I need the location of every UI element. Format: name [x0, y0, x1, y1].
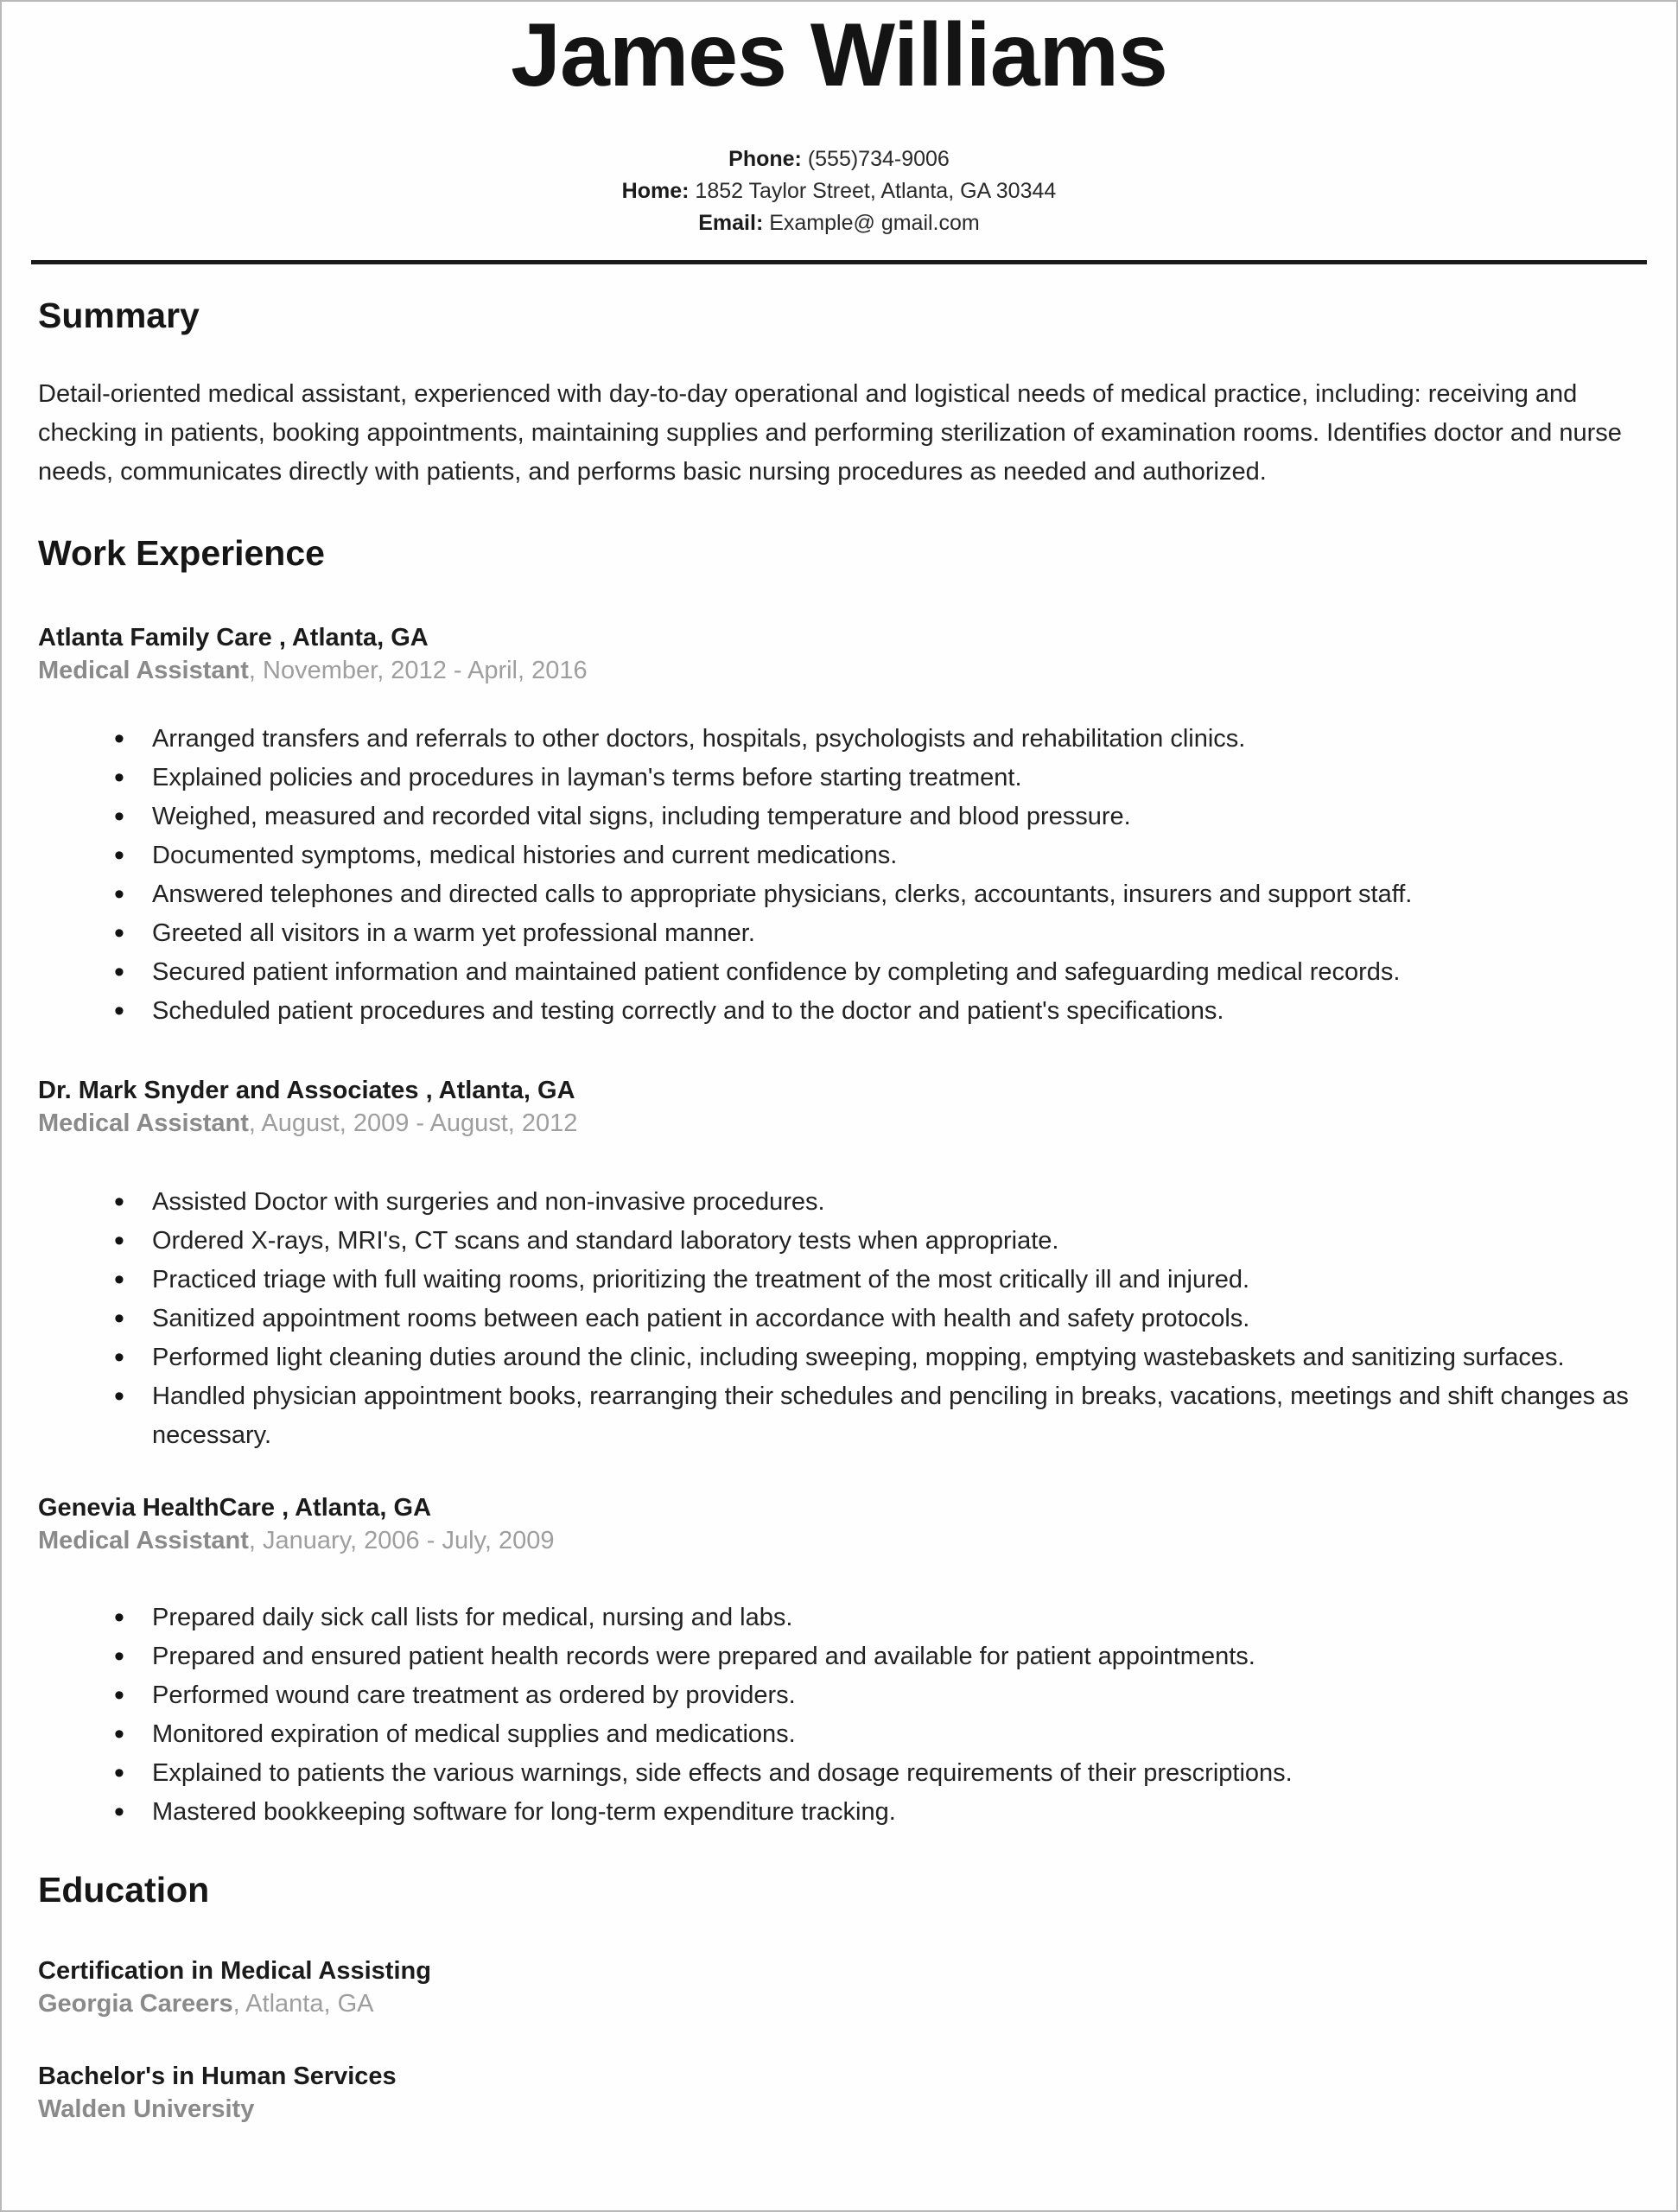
- bullet-item: • Prepared and ensured patient health records were prepared and available for patient appointments.: [114, 1637, 1640, 1676]
- phone-value: (555)734-9006: [801, 147, 950, 171]
- resume-body: [2, 296, 1676, 2126]
- bullet-item: • Greeted all visitors in a warm yet professional manner.: [114, 914, 1640, 953]
- job-entry-dr-mark-snyder: [38, 1074, 1640, 1455]
- summary-text: Detail-oriented medical assistant, experienced with day-to-day operational and logistical needs of medical practice, including: receiving and checking in patients, booking appointments, maintaining supplies and performing sterilization of examination rooms. Identifies doctor and nurse needs, communicates directly with patients, and performs basic nursing procedures as needed and authorized.: [38, 380, 1622, 486]
- education-schoolline: [38, 1987, 1640, 2020]
- resume-name: James Williams: [511, 5, 1167, 105]
- job-roleline: [38, 654, 1640, 687]
- contact-email-line: [2, 207, 1676, 239]
- bullet-item: • Assisted Doctor with surgeries and non-invasive procedures.: [114, 1183, 1640, 1222]
- header-divider: [31, 260, 1647, 264]
- bullet-item: • Handled physician appointment books, rearranging their schedules and penciling in breaks, vacations, meetings and shift changes as necessary.: [114, 1377, 1640, 1455]
- contact-phone-line: [2, 143, 1676, 175]
- email-label: Email:: [698, 211, 764, 235]
- bullet-item: • Prepared daily sick call lists for medical, nursing and labs.: [114, 1599, 1640, 1637]
- education-school: Georgia Careers: [38, 1990, 233, 2018]
- job-bullet-list: [114, 1183, 1640, 1455]
- bullet-item: • Explained to patients the various warnings, side effects and dosage requirements of their prescriptions.: [114, 1754, 1640, 1793]
- summary-section-title: Summary: [38, 296, 200, 335]
- phone-label: Phone:: [728, 147, 802, 171]
- education-entry-bachelors: [38, 2060, 1640, 2126]
- job-header: [38, 621, 1640, 687]
- job-bullet-list: [114, 1599, 1640, 1832]
- job-bullet-list: [114, 720, 1640, 1031]
- contact-home-line: [2, 175, 1676, 207]
- home-label: Home:: [621, 179, 690, 203]
- bullet-item: • Performed light cleaning duties around the clinic, including sweeping, mopping, emptying wastebaskets and sanitizing surfaces.: [114, 1338, 1640, 1377]
- education-location: , Atlanta, GA: [232, 1990, 374, 2018]
- job-company: Dr. Mark Snyder and Associates , Atlanta, GA: [38, 1077, 575, 1104]
- job-header: [38, 1074, 1640, 1140]
- job-role: Medical Assistant: [38, 657, 249, 684]
- education-degree: Bachelor's in Human Services: [38, 2063, 397, 2090]
- bullet-item: • Sanitized appointment rooms between each patient in accordance with health and safety protocols.: [114, 1300, 1640, 1338]
- bullet-item: • Explained policies and procedures in layman's terms before starting treatment.: [114, 759, 1640, 798]
- bullet-item: • Performed wound care treatment as ordered by providers.: [114, 1676, 1640, 1715]
- resume-header: [2, 2, 1676, 239]
- education-degree: Certification in Medical Assisting: [38, 1957, 431, 1985]
- bullet-item: • Monitored expiration of medical supplies and medications.: [114, 1715, 1640, 1754]
- work-section-title: Work Experience: [38, 533, 325, 573]
- home-value: 1852 Taylor Street, Atlanta, GA 30344: [689, 179, 1057, 203]
- job-dates: , August, 2009 - August, 2012: [248, 1109, 578, 1137]
- job-entry-atlanta-family-care: [38, 621, 1640, 1031]
- job-company: Atlanta Family Care , Atlanta, GA: [38, 624, 429, 652]
- job-role: Medical Assistant: [38, 1109, 249, 1137]
- bullet-item: • Mastered bookkeeping software for long-term expenditure tracking.: [114, 1793, 1640, 1832]
- bullet-item: • Weighed, measured and recorded vital signs, including temperature and blood pressure.: [114, 798, 1640, 836]
- job-dates: , January, 2006 - July, 2009: [248, 1527, 555, 1554]
- education-section-title: Education: [38, 1870, 210, 1910]
- job-role: Medical Assistant: [38, 1527, 249, 1554]
- job-roleline: [38, 1524, 1640, 1557]
- bullet-item: • Answered telephones and directed calls to appropriate physicians, clerks, accountants, insurers and support staff.: [114, 875, 1640, 914]
- bullet-item: • Arranged transfers and referrals to other doctors, hospitals, psychologists and rehabilitation clinics.: [114, 720, 1640, 759]
- job-roleline: [38, 1107, 1640, 1140]
- email-value: Example@ gmail.com: [763, 211, 980, 235]
- bullet-item: • Documented symptoms, medical histories and current medications.: [114, 836, 1640, 875]
- job-header: [38, 1491, 1640, 1557]
- job-entry-genevia-healthcare: [38, 1491, 1640, 1832]
- education-entry-certification: [38, 1955, 1640, 2020]
- bullet-item: • Secured patient information and maintained patient confidence by completing and safeguarding medical records.: [114, 953, 1640, 992]
- education-school: Walden University: [38, 2095, 255, 2123]
- job-company: Genevia HealthCare , Atlanta, GA: [38, 1494, 432, 1522]
- job-dates: , November, 2012 - April, 2016: [248, 657, 588, 684]
- bullet-item: • Ordered X-rays, MRI's, CT scans and standard laboratory tests when appropriate.: [114, 1222, 1640, 1261]
- contact-block: [2, 143, 1676, 239]
- education-schoolline: [38, 2093, 1640, 2126]
- bullet-item: • Scheduled patient procedures and testing correctly and to the doctor and patient's specifications.: [114, 992, 1640, 1031]
- bullet-item: • Practiced triage with full waiting rooms, prioritizing the treatment of the most critically ill and injured.: [114, 1261, 1640, 1300]
